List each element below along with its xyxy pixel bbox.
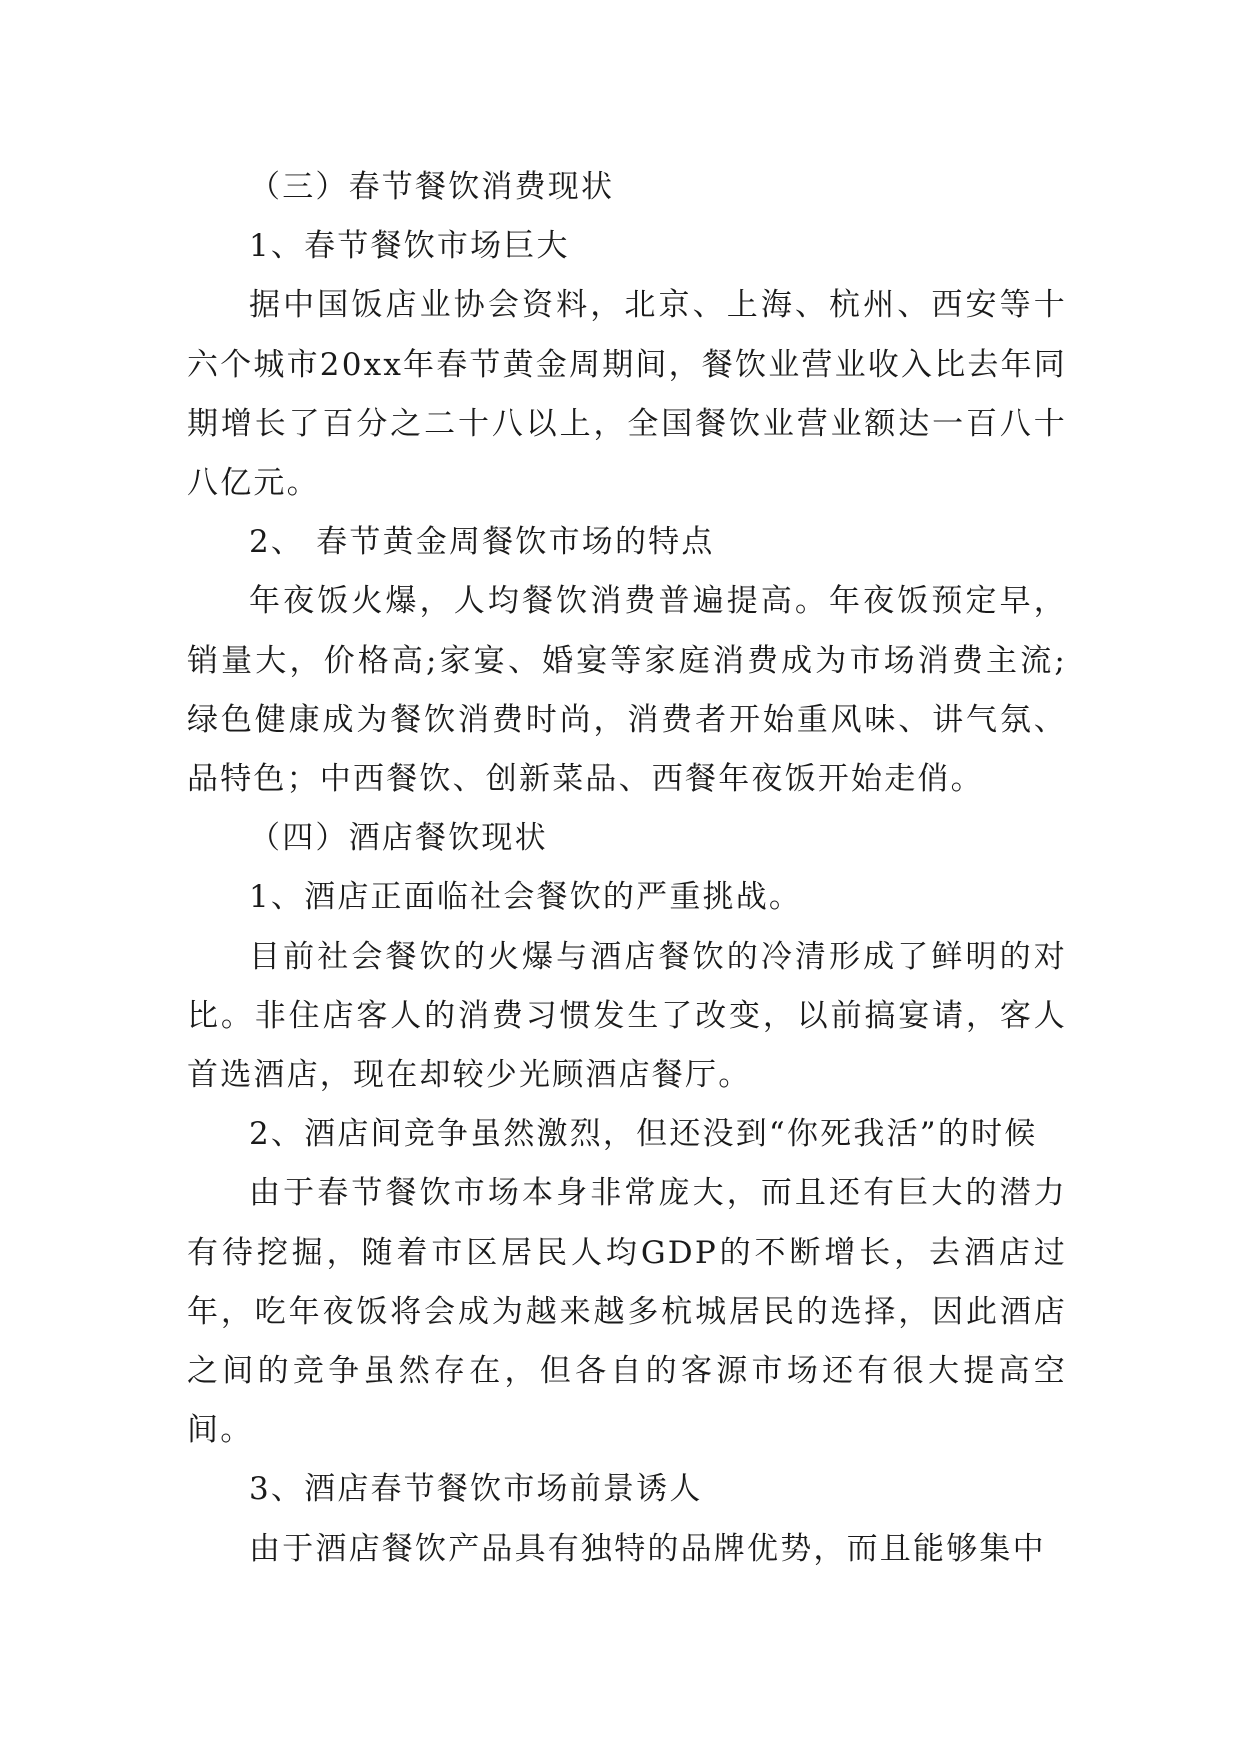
- body-paragraph: 据中国饭店业协会资料，北京、上海、杭州、西安等十六个城市20xx年春节黄金周期间，餐饮业营业收入比去年同期增长了百分之二十八以上，全国餐饮业营业额达一百八十八亿元。: [187, 287, 1068, 502]
- subheading-1: 1、酒店正面临社会餐饮的严重挑战。: [249, 879, 803, 916]
- section-heading-3: （三）春节餐饮消费现状: [249, 169, 615, 205]
- body-paragraph: 目前社会餐饮的火爆与酒店餐饮的冷清形成了鲜明的对比。非住店客人的消费习惯发生了改变，以前搞宴请，客人首选酒店，现在却较少光顾酒店餐厅。: [187, 938, 1067, 1094]
- body-paragraph: 由于酒店餐饮产品具有独特的品牌优势，而且能够集中: [249, 1530, 1046, 1567]
- document-body: [187, 158, 1067, 1579]
- body-paragraph: 由于春节餐饮市场本身非常庞大，而且还有巨大的潜力有待挖掘，随着市区居民人均GDP的不断增长，去酒店过年，吃年夜饭将会成为越来越多杭城居民的选择，因此酒店之间的竞争虽然存在，但各自的客源市场还有很大提高空间。: [187, 1175, 1067, 1449]
- subheading-3: 3、酒店春节餐饮市场前景诱人: [249, 1471, 703, 1508]
- subheading-2: 2、酒店间竞争虽然激烈，但还没到“你死我活”的时候: [249, 1116, 1038, 1153]
- subheading-2: 2、 春节黄金周餐饮市场的特点: [249, 524, 715, 561]
- subheading-1: 1、春节餐饮市场巨大: [249, 228, 570, 265]
- section-heading-4: （四）酒店餐饮现状: [249, 820, 548, 857]
- body-paragraph: 年夜饭火爆，人均餐饮消费普遍提高。年夜饭预定早，销量大，价格高;家宴、婚宴等家庭消费成为市场消费主流;绿色健康成为餐饮消费时尚，消费者开始重风味、讲气氛、品特色；中西餐饮、创新菜品、西餐年夜饭开始走俏。: [187, 583, 1067, 798]
